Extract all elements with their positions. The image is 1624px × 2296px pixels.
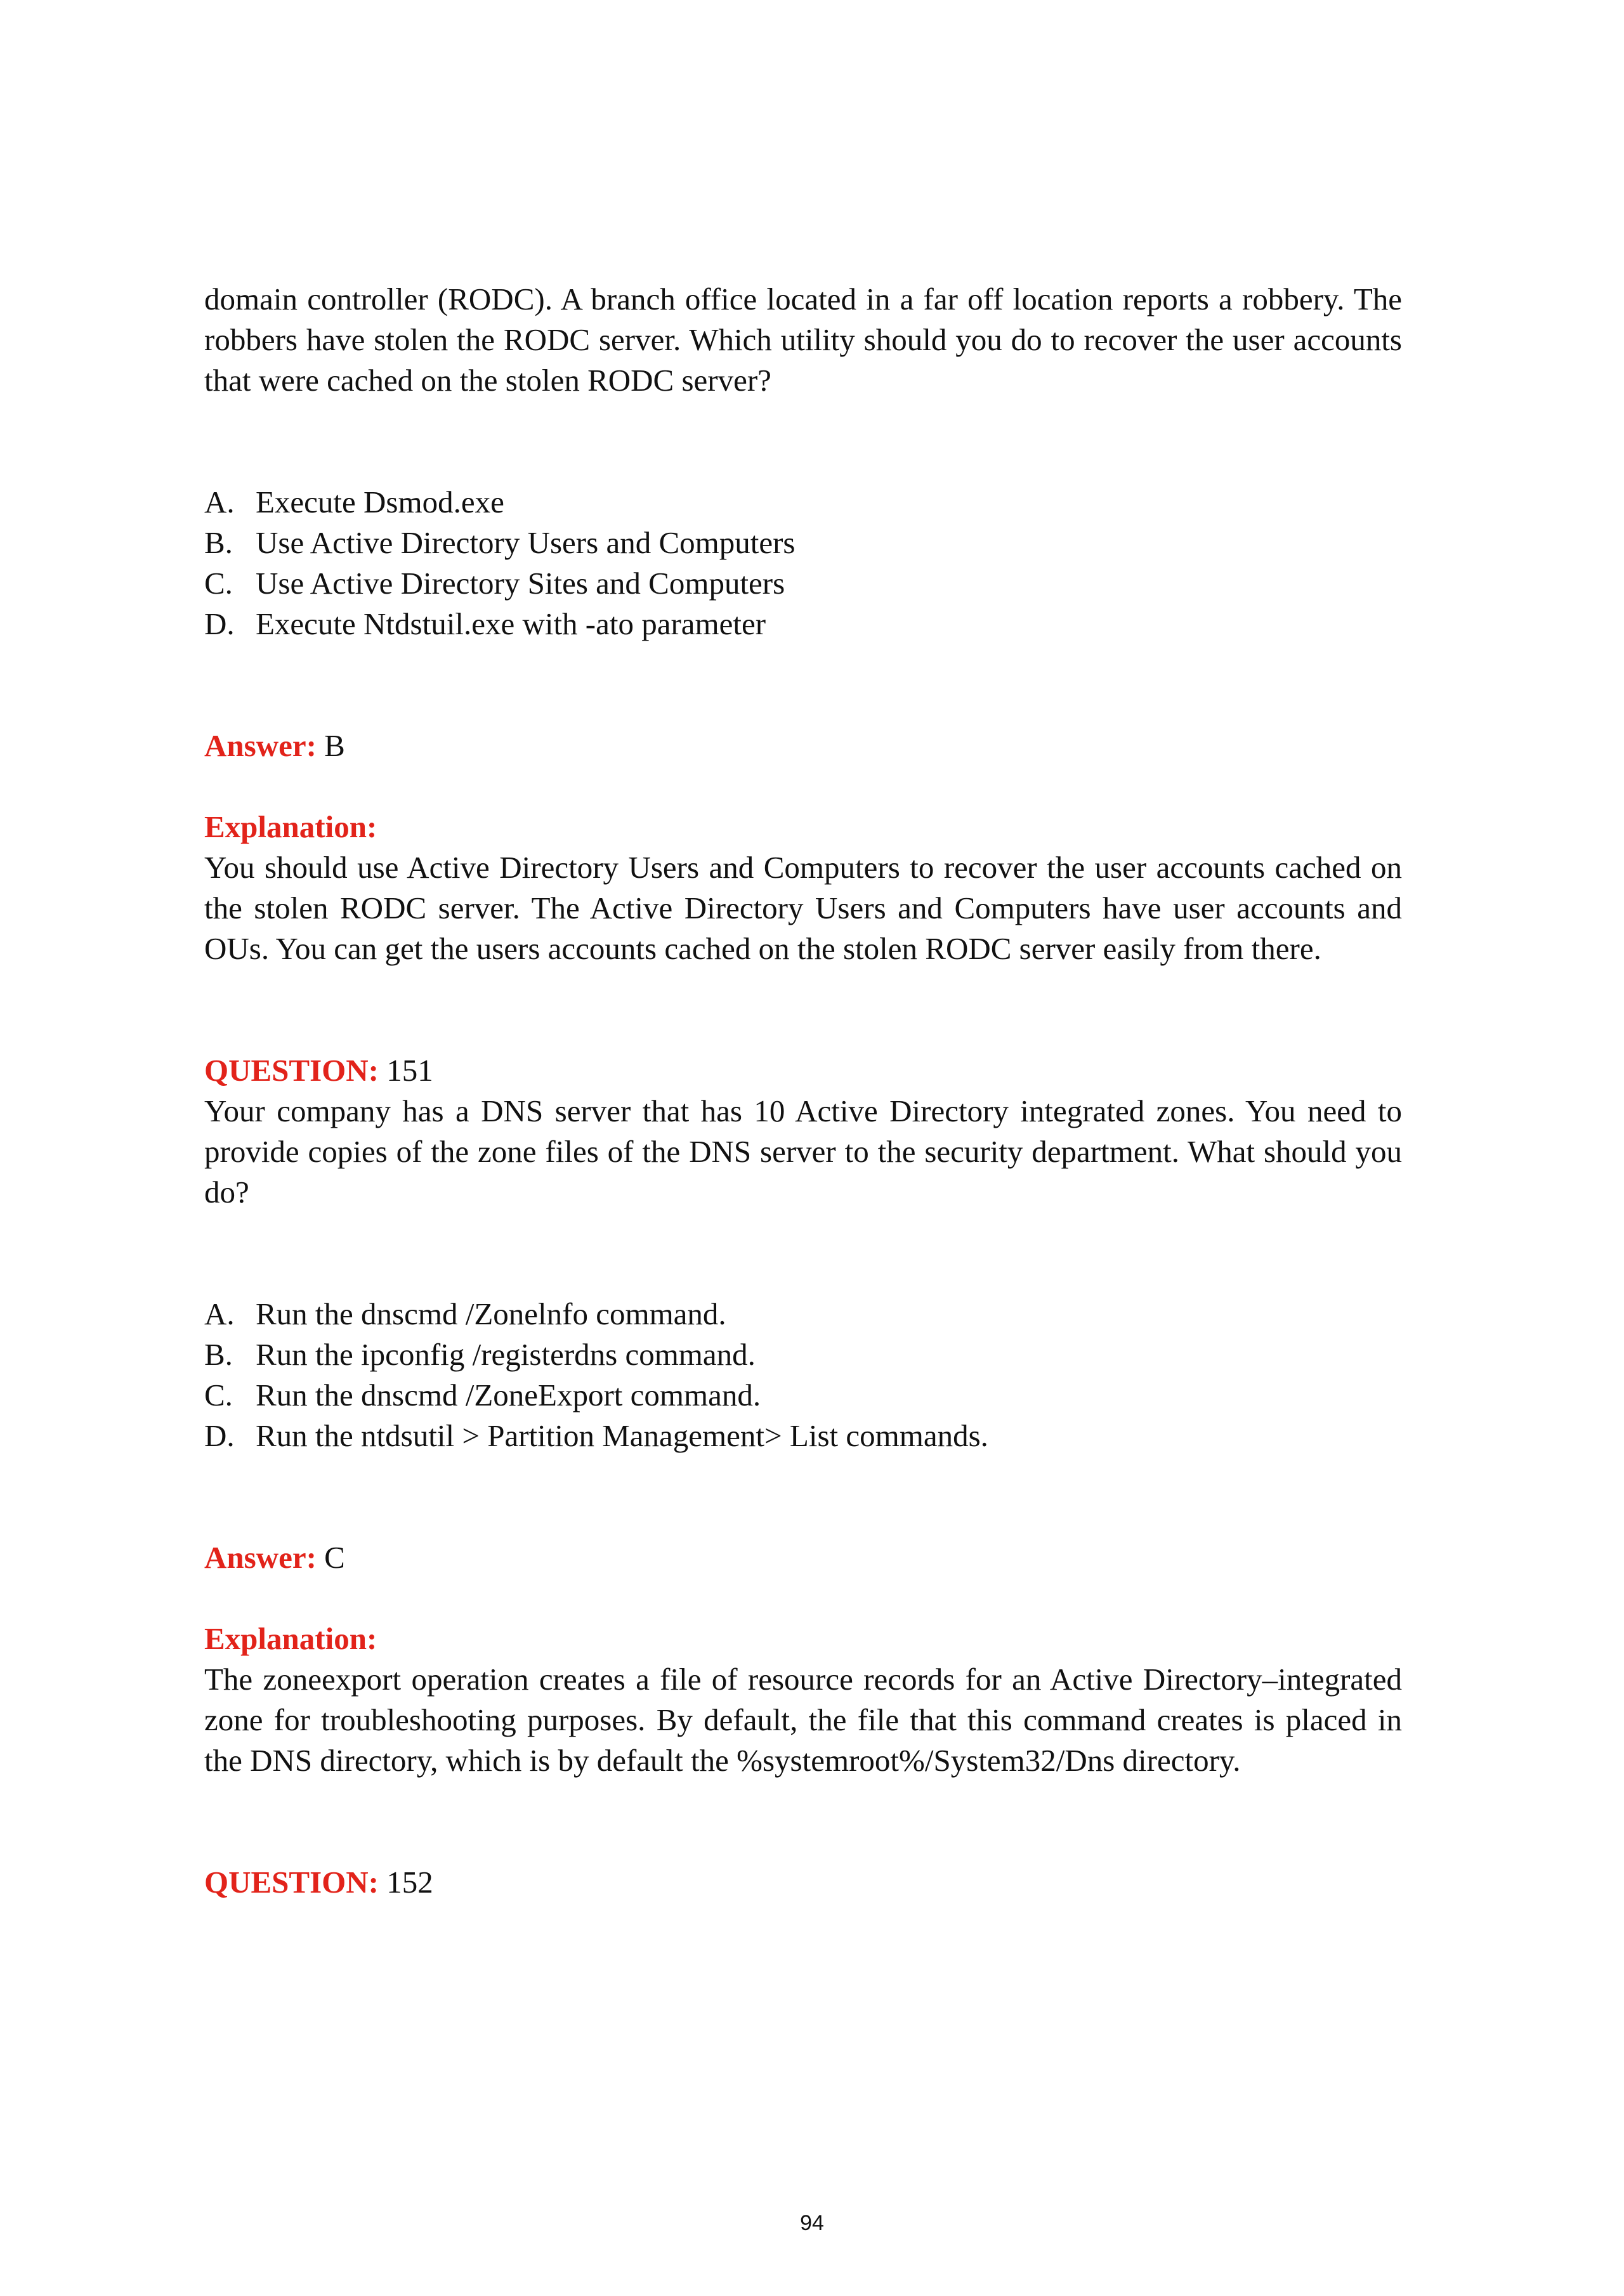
option-text: Run the dnscmd /ZoneExport command. [256, 1378, 761, 1412]
option-text: Run the dnscmd /Zonelnfo command. [256, 1296, 726, 1331]
option-text: Execute Dsmod.exe [256, 485, 504, 519]
option-letter: C. [204, 566, 233, 601]
spacer [204, 1578, 1402, 1619]
page-number: 94 [800, 2211, 824, 2235]
question-150-options [204, 482, 1402, 644]
option-text: Run the ntdsutil > Partition Management> List commands. [256, 1418, 988, 1453]
spacer [204, 644, 1402, 726]
answer-value: B [324, 728, 345, 763]
explanation-text: The zoneexport operation creates a file of resource records for an Active Directory–integrated zone for troubleshooting purposes. By default, the file that this command creates is placed in the DNS directory, which is by default the %systemroot%/System32/Dns directory. [204, 1662, 1402, 1778]
answer-label: Answer: [204, 728, 317, 763]
option-text: Execute Ntdstuil.exe with -ato parameter [256, 606, 766, 641]
question-152-heading [204, 1862, 1402, 1903]
spacer [204, 766, 1402, 807]
question-number: 152 [386, 1865, 433, 1900]
option-b [204, 523, 1402, 563]
question-number: 151 [386, 1053, 433, 1088]
spacer [204, 969, 1402, 1050]
question-151-text: Your company has a DNS server that has 10 Active Directory integrated zones. You need to provide copies of the zone files of the DNS server to the security department. What should you do? [204, 1093, 1402, 1210]
option-letter: B. [204, 525, 233, 560]
spacer [204, 401, 1402, 482]
option-text: Run the ipconfig /registerdns command. [256, 1337, 756, 1372]
option-d [204, 1416, 1402, 1456]
question-151-heading [204, 1050, 1402, 1091]
option-a [204, 1294, 1402, 1334]
spacer [204, 1456, 1402, 1537]
option-b [204, 1334, 1402, 1375]
answer-value: C [324, 1540, 345, 1575]
question-label: QUESTION: [204, 1865, 379, 1900]
answer-line [204, 726, 1402, 766]
option-a [204, 482, 1402, 523]
option-letter: B. [204, 1337, 233, 1372]
option-letter: D. [204, 606, 235, 641]
spacer [204, 1213, 1402, 1294]
answer-line [204, 1537, 1402, 1578]
option-letter: A. [204, 485, 235, 519]
question-150-text-continued: domain controller (RODC). A branch office located in a far off location reports a robbery. The robbers have stolen the RODC server. Which utility should you do to recover the user accounts that were cached on the stolen RODC server? [204, 282, 1402, 398]
question-label: QUESTION: [204, 1053, 379, 1088]
option-letter: D. [204, 1418, 235, 1453]
explanation-text: You should use Active Directory Users and Computers to recover the user accounts cached on the stolen RODC server. The Active Directory Users and Computers have user accounts and OUs. You can get the users accounts cached on the stolen RODC server easily from there. [204, 850, 1402, 966]
option-c [204, 563, 1402, 604]
option-text: Use Active Directory Users and Computers [256, 525, 796, 560]
option-letter: C. [204, 1378, 233, 1412]
answer-label: Answer: [204, 1540, 317, 1575]
option-d [204, 604, 1402, 644]
option-c [204, 1375, 1402, 1416]
option-letter: A. [204, 1296, 235, 1331]
spacer [204, 1781, 1402, 1862]
explanation-label: Explanation: [204, 809, 377, 844]
document-page [204, 279, 1402, 1903]
explanation-label: Explanation: [204, 1621, 377, 1656]
question-151-options [204, 1294, 1402, 1456]
option-text: Use Active Directory Sites and Computers [256, 566, 785, 601]
